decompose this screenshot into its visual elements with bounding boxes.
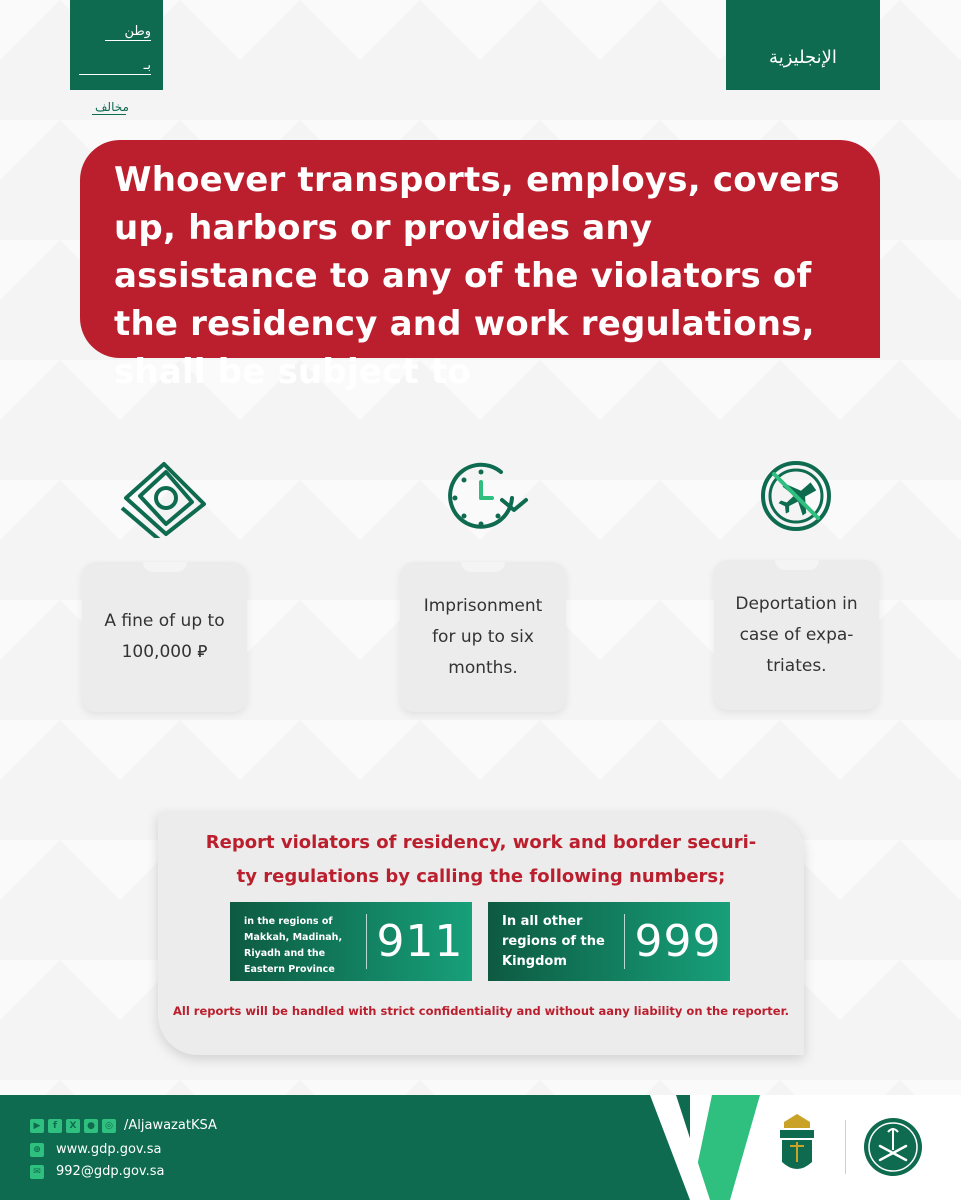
logo-word-1: وطن bbox=[124, 24, 151, 39]
headline-text: Whoever transports, employs, covers up, harbors or provides any assistance to any of the violators of the residency and work regulations, shall be subject to bbox=[114, 160, 840, 392]
youtube-icon[interactable]: ▶ bbox=[30, 1119, 44, 1133]
logo-word-2: بـ bbox=[143, 58, 151, 73]
hotline-999-desc-line: Kingdom bbox=[502, 954, 567, 969]
language-tab-label: الإنجليزية bbox=[769, 47, 837, 68]
hotline-911-description bbox=[244, 914, 342, 978]
x-icon[interactable]: X bbox=[66, 1119, 80, 1133]
saudi-emblem-icon bbox=[862, 1116, 924, 1178]
logo-block bbox=[70, 0, 163, 90]
footer-social-row bbox=[30, 1118, 217, 1133]
logo-underline bbox=[92, 114, 126, 115]
headline-banner bbox=[80, 140, 880, 392]
hotline-999-number: 999 bbox=[634, 916, 722, 967]
hotline-999-desc-line: In all other bbox=[502, 914, 583, 929]
hotline-911-desc-line: Eastern Province bbox=[244, 964, 335, 975]
hotline-911-desc-line: Makkah, Madinah, bbox=[244, 932, 343, 943]
mail-icon: ✉ bbox=[30, 1165, 44, 1179]
logo-divider bbox=[105, 40, 151, 41]
no-flight-icon bbox=[760, 460, 832, 532]
penalty-fine-line1: A fine of up to bbox=[104, 611, 225, 631]
instagram-icon[interactable]: ◎ bbox=[102, 1119, 116, 1133]
penalty-imprisonment-text: Imprisonment for up to six months. bbox=[423, 595, 543, 678]
hotline-911-desc-line: in the regions of bbox=[244, 916, 333, 927]
globe-icon: ⊕ bbox=[30, 1143, 44, 1157]
hotline-999-description bbox=[502, 912, 605, 972]
report-title-line2: ty regulations by calling the following numbers; bbox=[236, 866, 726, 887]
hotline-911-number: 911 bbox=[376, 916, 464, 967]
hotline-separator bbox=[624, 914, 625, 969]
footer-website[interactable]: www.gdp.gov.sa bbox=[56, 1142, 162, 1157]
report-title bbox=[158, 826, 804, 894]
footer-email-row bbox=[30, 1164, 164, 1179]
report-panel bbox=[158, 812, 804, 1055]
hotline-999-desc-line: regions of the bbox=[502, 934, 605, 949]
report-confidentiality-note: All reports will be handled with strict confidentiality and without aany liability on the reporter. bbox=[173, 1004, 789, 1018]
language-tab[interactable] bbox=[726, 0, 880, 90]
snapchat-icon[interactable]: ● bbox=[84, 1119, 98, 1133]
logo-word-3: مخالف bbox=[95, 100, 129, 114]
emblem-divider bbox=[845, 1120, 846, 1174]
footer-website-row bbox=[30, 1142, 162, 1157]
penalty-deportation-line1: Deportation in bbox=[735, 593, 858, 614]
penalty-deportation-line3: triates. bbox=[766, 655, 827, 676]
penalty-card-fine bbox=[82, 562, 247, 712]
logo-divider bbox=[79, 74, 151, 75]
hotline-box-911[interactable] bbox=[230, 902, 472, 981]
penalty-card-imprisonment bbox=[400, 562, 566, 712]
footer-email[interactable]: 992@gdp.gov.sa bbox=[56, 1164, 165, 1179]
clock-icon bbox=[442, 458, 532, 536]
hotline-box-999[interactable] bbox=[488, 902, 730, 981]
report-title-line1: Report violators of residency, work and border securi- bbox=[205, 832, 757, 853]
money-icon bbox=[120, 458, 210, 538]
facebook-icon[interactable]: f bbox=[48, 1119, 62, 1133]
penalty-fine-line2: 100,000 ⃁ bbox=[121, 642, 208, 662]
hotline-separator bbox=[366, 914, 367, 969]
penalty-deportation-line2: case of expa- bbox=[739, 624, 854, 645]
penalty-card-deportation bbox=[714, 560, 879, 710]
footer-social-handle[interactable]: /AljawazatKSA bbox=[124, 1118, 217, 1133]
jawazat-emblem-icon bbox=[772, 1112, 822, 1180]
hotline-911-desc-line: Riyadh and the bbox=[244, 948, 326, 959]
